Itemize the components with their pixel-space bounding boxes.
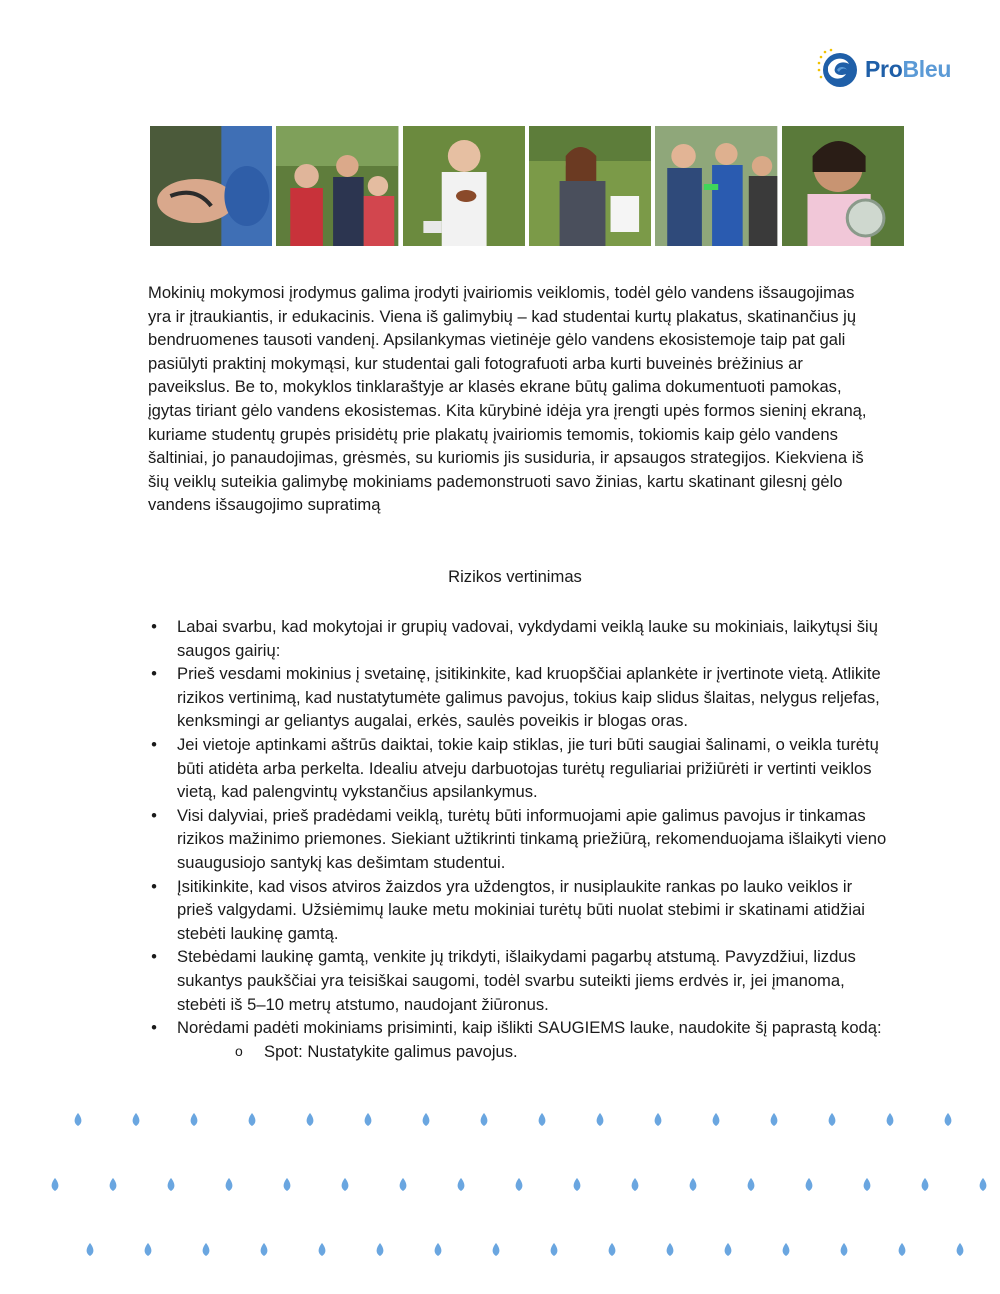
water-drop-icon [725,1243,732,1256]
water-drop-icon [435,1243,442,1256]
water-drops-decoration [0,1100,1000,1294]
water-drop-icon [864,1178,871,1191]
water-drop-icon [110,1178,117,1191]
list-item-text: Visi dalyviai, prieš pradėdami veiklą, turėtų būti informuojami apie galimus pavojus ir tinkamas rizikos mažinimo priemones. Siekiant užtikrinti tinkamą priežiūrą, rekomenduojama išlaikyti vieno suaugusiojo santykį kas dešimtam studentui. [177,805,887,872]
water-drop-icon [377,1243,384,1256]
photo-hands-holding-specimen [150,126,272,246]
water-drop-icon [841,1243,848,1256]
water-drop-icon [632,1178,639,1191]
water-drop-icon [829,1113,836,1126]
water-drop-icon [133,1113,140,1126]
water-drop-icon [597,1113,604,1126]
sub-list-item [177,1040,888,1064]
water-drop-icon [713,1113,720,1126]
list-item [148,615,888,662]
water-drop-icon [87,1243,94,1256]
water-drop-icon [203,1243,210,1256]
section-heading-risk-assessment: Rizikos vertinimas [448,567,582,586]
water-drop-icon [284,1178,291,1191]
photo-smiling-educator-outdoors [529,126,651,246]
water-drop-icon [493,1243,500,1256]
logo-text-bleu: Bleu [902,55,952,82]
water-drop-icon [75,1113,82,1126]
water-drop-icon [806,1178,813,1191]
list-item-text: Labai svarbu, kad mokytojai ir grupių vadovai, vykdydami veiklą lauke su mokiniais, laikytųsi šių saugos gairių: [177,617,878,660]
water-drop-icon [690,1178,697,1191]
water-drop-icon [748,1178,755,1191]
sub-bullet-icon: o [235,1042,243,1059]
water-drop-icon [342,1178,349,1191]
water-drops-pattern [0,1100,1000,1294]
water-drop-icon [783,1243,790,1256]
bullet-icon: • [151,947,157,967]
water-drop-icon [771,1113,778,1126]
water-drop-icon [191,1113,198,1126]
bullet-icon: • [151,1018,157,1038]
water-drop-icon [922,1178,929,1191]
photo-child-showing-find [403,126,525,246]
water-drop-icon [551,1243,558,1256]
bullet-icon: • [151,805,157,825]
bullet-icon: • [151,876,157,896]
bullet-icon: • [151,664,157,684]
water-drop-icon [261,1243,268,1256]
safe-code-sublist [177,1040,888,1064]
photo-strip [150,126,904,246]
water-drop-icon [249,1113,256,1126]
photo-group-looking-at-find [655,126,777,246]
logo-wordmark [865,56,951,83]
list-item [148,875,888,946]
probleu-logo [815,47,965,91]
water-drop-icon [945,1113,952,1126]
water-drop-icon [423,1113,430,1126]
intro-paragraph: Mokinių mokymosi įrodymus galima įrodyti įvairiomis veiklomis, todėl gėlo vandens išsaugojimas yra ir įtraukiantis, ir edukacinis. Viena iš galimybių – kad studentai kurtų plakatus, skatinančius jų bendruomenes tausoti vandenį. Apsilankymas vietinėje gėlo vandens ekosistemoje taip pat gali pasiūlyti praktinį mokymąsi, kur studentai gali fotografuoti arba kurti buveinės brėžinius ar paveikslus. Be to, mokyklos tinklaraštyje ar klasės ekrane būtų galima dokumentuoti pamokas, įgytas tiriant gėlo vandens ekosistemas. Kita kūrybinė idėja yra įrengti upės formos sieninį ekraną, kuriame studentų grupės prisidėtų prie plakatų įvairiomis temomis, tokiomis kaip gėlo vandens šaltiniai, jo panaudojimas, grėsmės, su kuriomis jis susiduria, ir apsaugos strategijos. Kiekviena iš šių veiklų suteikia galimybę mokiniams pademonstruoti savo žinias, kartu skatinant gilesnį gėlo vandens išsaugojimo supratimą [148,283,867,515]
water-drop-icon [516,1178,523,1191]
water-drop-icon [609,1243,616,1256]
list-item [148,662,888,733]
bullet-icon: • [151,617,157,636]
water-drop-icon [655,1113,662,1126]
water-drop-icon [307,1113,314,1126]
water-drop-icon [539,1113,546,1126]
water-drop-icon [667,1243,674,1256]
water-drop-icon [226,1178,233,1191]
sub-list-item-text: Spot: Nustatykite galimus pavojus. [264,1041,518,1061]
bullet-icon: • [151,734,157,754]
water-drop-icon [481,1113,488,1126]
photo-children-with-teacher [276,126,398,246]
water-drop-icon [458,1178,465,1191]
list-item [148,945,888,1016]
water-drop-icon [168,1178,175,1191]
list-item-text: Norėdami padėti mokiniams prisiminti, kaip išlikti SAUGIEMS lauke, naudokite šį paprastą kodą: [177,1018,882,1038]
probleu-swirl-icon [815,47,859,91]
water-drop-icon [52,1178,59,1191]
list-item [148,733,888,804]
list-item [148,1016,888,1063]
water-drop-icon [319,1243,326,1256]
water-drop-icon [365,1113,372,1126]
water-drop-icon [899,1243,906,1256]
water-drop-icon [887,1113,894,1126]
water-drop-icon [145,1243,152,1256]
list-item-text: Jei vietoje aptinkami aštrūs daiktai, tokie kaip stiklas, jie turi būti saugiai šalinami, o veikla turėtų būti atidėta arba perkelta. Idealiu atveju darbuotojas turėtų reguliariai prižiūrėti ir vertinti veiklos vietą, kad palengvintų vykstančius apsilankymus. [177,734,879,802]
list-item-text: Prieš vesdami mokinius į svetainę, įsitikinkite, kad kruopščiai aplankėte ir įvertinote vietą. Atlikite rizikos vertinimą, kad nustatytumėte galimus pavojus, tokius kaip slidus šlaitas, nelygus reljefas, kenksmingi ar geliantys augalai, erkės, saulės poveikis ir blogas oras. [177,664,881,731]
water-drop-icon [980,1178,987,1191]
water-drop-icon [574,1178,581,1191]
photo-child-with-jar [782,126,904,246]
list-item [148,804,888,875]
logo-text-pro: Pro [865,55,903,82]
water-drop-icon [957,1243,964,1256]
list-item-text: Stebėdami laukinę gamtą, venkite jų trikdyti, išlaikydami pagarbų atstumą. Pavyzdžiui, lizdus sukantys paukščiai yra teisiškai saugomi, todėl svarbu suteikti jiems erdvės ir, jei įmanoma, stebėti iš 5–10 metrų atstumo, naudojant žiūronus. [177,947,856,1014]
water-drop-icon [400,1178,407,1191]
risk-guidelines-list [148,615,888,1063]
list-item-text: Įsitikinkite, kad visos atviros žaizdos yra uždengtos, ir nusiplaukite rankas po lauko veiklos ir prieš valgydami. Užsiėmimų lauke metu mokiniai turėtų būti nuolat stebimi ir skatinami atidžiai stebėti laukinę gamtą. [177,876,865,943]
